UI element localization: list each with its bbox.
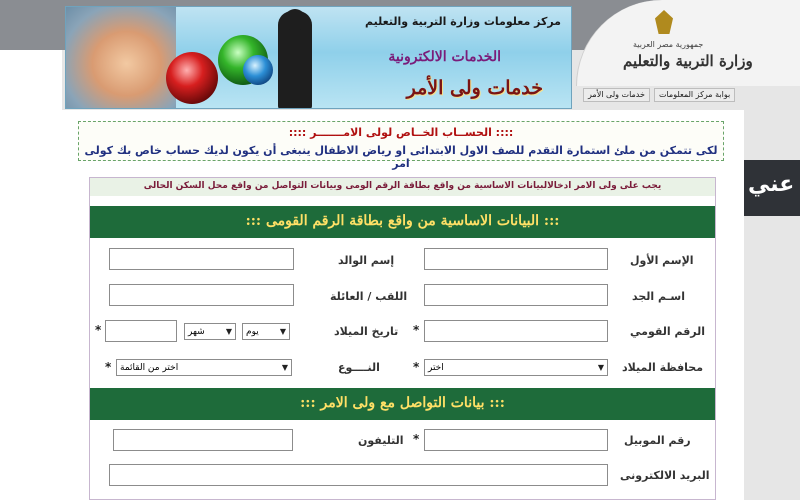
chevron-down-icon: ▼ xyxy=(279,327,286,336)
chevron-down-icon: ▼ xyxy=(597,363,604,372)
gender-value: اختر من القائمة xyxy=(120,362,179,373)
birth-day-select[interactable] xyxy=(242,323,290,340)
gender-select[interactable] xyxy=(116,359,292,376)
chevron-down-icon: ▼ xyxy=(281,363,288,372)
logo-small-text: جمهورية مصر العربية xyxy=(633,40,704,49)
eagle-emblem-icon xyxy=(655,10,673,34)
header-banner xyxy=(65,6,572,109)
info-heading: :::: الحســاب الخــاص لولى الامـــــــر :::: xyxy=(288,126,514,139)
info-description: لكى تتمكن من ملئ استمارة التقدم للصف الاول الابتدائى او رياض الاطفال ينبغى أن يكون لديك حساب خاص بك كولى امر xyxy=(84,144,718,170)
father-name-input[interactable] xyxy=(109,248,294,270)
family-name-label: اللقب / العائلة xyxy=(330,290,408,303)
birth-day-value: يوم xyxy=(246,326,259,337)
birth-month-select[interactable] xyxy=(184,323,236,340)
side-overlay-badge: عني xyxy=(744,160,800,216)
section-contact-heading: ::: بيانات التواصل مع ولى الامر ::: xyxy=(90,388,715,420)
father-name-label: إسم الوالد xyxy=(338,254,395,267)
banner-title: خدمات ولى الأمر xyxy=(406,77,543,99)
blue-orb-graphic xyxy=(243,55,273,85)
birth-year-input[interactable] xyxy=(105,320,177,342)
form-notice: يجب على ولى الامر ادخالالبيانات الاساسية من واقع بطاقة الرقم الومى وبيانات التواصل من واقع محل السكن الحالى xyxy=(90,178,715,196)
national-id-label: الرقم القومي xyxy=(630,325,706,338)
gender-label: النــــوع xyxy=(338,361,380,374)
email-label: البريد الالكترونى xyxy=(620,469,710,482)
red-orb-graphic xyxy=(166,52,218,104)
first-name-label: الإسم الأول xyxy=(630,254,694,267)
breadcrumb-parent-services-link[interactable]: خدمات ولى الأمر xyxy=(583,88,650,102)
required-mark: * xyxy=(95,323,102,337)
family-name-input[interactable] xyxy=(109,284,294,306)
banner-subtitle-top: مركز معلومات وزارة التربية والتعليم xyxy=(365,15,561,28)
grandfather-name-input[interactable] xyxy=(424,284,608,306)
banner-subtitle-mid: الخدمات الالكترونية xyxy=(388,49,501,65)
required-mark: * xyxy=(105,360,112,374)
email-input[interactable] xyxy=(109,464,608,486)
required-mark: * xyxy=(413,432,420,446)
section-basic-heading: ::: البيانات الاساسية من واقع بطاقة الرقم القومى ::: xyxy=(90,206,715,238)
grandfather-name-label: اسـم الجد xyxy=(632,290,685,303)
chevron-down-icon: ▼ xyxy=(225,327,232,336)
first-name-input[interactable] xyxy=(424,248,608,270)
mobile-label: رقم الموبيل xyxy=(624,434,691,447)
phone-label: التليفون xyxy=(358,434,404,447)
national-id-input[interactable] xyxy=(424,320,608,342)
birth-governorate-select[interactable] xyxy=(424,359,608,376)
required-mark: * xyxy=(413,323,420,337)
phone-input[interactable] xyxy=(113,429,293,451)
birth-governorate-value: اختر xyxy=(428,362,444,373)
account-info-box xyxy=(78,121,724,170)
required-mark: * xyxy=(413,360,420,374)
mobile-input[interactable] xyxy=(424,429,608,451)
person-silhouette-graphic xyxy=(278,11,312,109)
registration-form xyxy=(89,177,716,500)
left-margin xyxy=(0,50,62,500)
birth-date-label: تاريخ الميلاد xyxy=(334,325,399,338)
hands-photo xyxy=(66,7,176,109)
logo-ministry-name: وزارة التربية والتعليم xyxy=(623,52,753,70)
breadcrumb xyxy=(583,88,735,102)
birth-month-value: شهر xyxy=(188,326,205,337)
birth-governorate-label: محافظة الميلاد xyxy=(622,361,704,374)
breadcrumb-portal-link[interactable]: بوابة مركز المعلومات xyxy=(654,88,735,102)
